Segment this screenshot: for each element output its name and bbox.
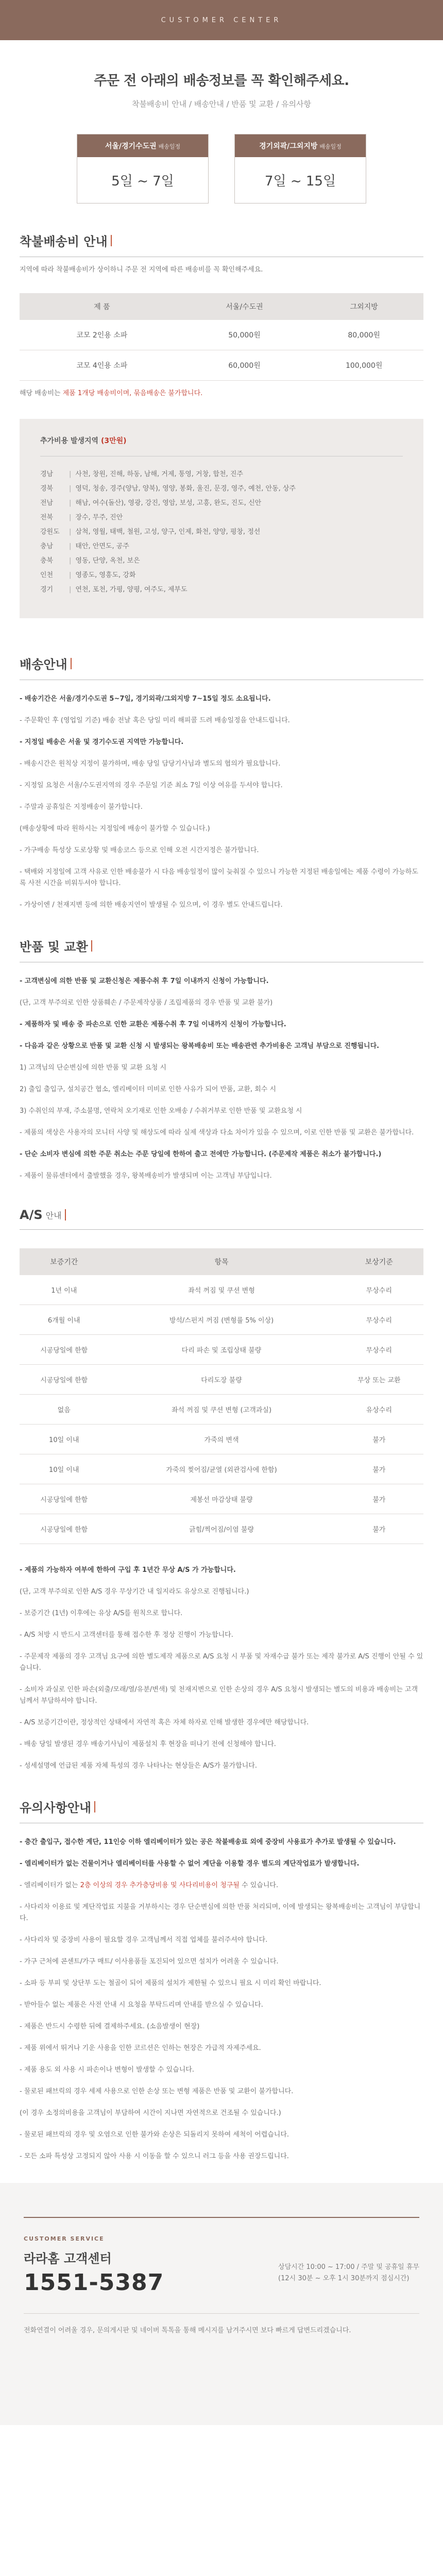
list-item: - 소파 등 부피 및 상단부 도는 철골이 되어 제품의 설치가 제한될 수 있으니 필요 시 미리 확인 바랍니다. (20, 1979, 321, 1987)
list-item: - 제품은 반드시 수령한 뒤에 결제하주세요. (소음발생이 현장) (20, 2023, 200, 2030)
region-name: 충북 (40, 557, 54, 565)
list-item: - 물로된 패브릭의 경우 및 오염으로 인한 불가와 손상은 되돌리지 못하여 세척이 어렵습니다. (20, 2131, 289, 2139)
region-list-text: 영덕, 청송, 경주(양남, 양북), 영양, 봉화, 울진, 문경, 영주, 예천, 안동, 상주 (75, 485, 296, 493)
shipping-section (0, 654, 443, 911)
customer-service (0, 2183, 443, 2425)
separator: | (69, 557, 72, 565)
list-item: - 택배와 지정일에 고객 사유로 인한 배송불가 시 다음 배송일정이 많이 늦춰질 수 있으니 가능한 지정된 배송일에는 제품 수령이 가능하도록 사전 시간을 비워두셔야 합니다. (20, 868, 418, 887)
divider (24, 2217, 419, 2218)
fee-cell: 코모 4인용 소파 (20, 350, 184, 381)
period-tag: 배송일정 (158, 143, 181, 150)
as-cell: 불가 (335, 1454, 423, 1484)
cs-hours-line: (12시 30분 ~ 오후 1시 30분까지 점심시간) (278, 2275, 410, 2282)
region-name: 경기 (40, 586, 54, 594)
list-item: - 제품 위에서 뛰거나 기운 사용을 인한 코르션은 인하는 현장은 가급적 자제주세요. (20, 2044, 261, 2052)
list-item: - 주말과 공휴일은 지정배송이 불가합니다. (20, 803, 143, 811)
region-list-text: 영종도, 영흥도, 강화 (75, 571, 136, 579)
list-item: 2) 출입 출입구, 설치공간 협소, 엘리베이터 미비로 인한 사유가 되어 반품, 교환, 회수 시 (20, 1086, 277, 1093)
table-row (20, 1454, 423, 1484)
list-item: - 배송 당일 발생된 경우 배송기사님이 제품설치 후 현장을 떠나기 전에 신청해야 합니다. (20, 1740, 276, 1748)
cs-row (24, 2248, 419, 2296)
as-header: 보증기간 (20, 1248, 108, 1275)
extra-cost-box (20, 419, 423, 618)
separator: | (69, 470, 72, 478)
fee-note: 해당 배송비는 제품 1개당 배송비이며, 묶음배송은 불가합니다. (20, 389, 203, 397)
as-cell: 불가 (335, 1484, 423, 1514)
as-cell: 6개월 이내 (20, 1305, 108, 1335)
separator: | (69, 571, 72, 579)
fee-cell: 코모 2인용 소파 (20, 320, 184, 350)
as-header: 항목 (108, 1248, 334, 1275)
period-days: 7일 ~ 15일 (264, 174, 336, 189)
list-item: (단, 고객 부주의로 인한 A/S 경우 무상기간 내 일지라도 유상으로 진행됩니다.) (20, 1588, 249, 1596)
fee-table (20, 293, 423, 381)
as-cell: 무상수리 (335, 1275, 423, 1305)
table-row (20, 1335, 423, 1365)
region-row (40, 528, 403, 537)
region-row (40, 556, 403, 566)
cs-name: 라라홈 고객센터 (24, 2251, 112, 2266)
cs-hours-line: 상담시간 10:00 ~ 17:00 / 주말 및 공휴일 휴무 (278, 2263, 419, 2271)
region-row (40, 542, 403, 551)
fee-section (0, 231, 443, 618)
section-title: 착불배송비 안내 (20, 231, 423, 249)
as-cell: 시공당일에 한함 (20, 1484, 108, 1514)
intro-subtitle: 착불배송비 안내 / 배송안내 / 반품 및 교환 / 유의사항 (132, 99, 311, 109)
as-cell: 제봉선 마감상태 불량 (108, 1484, 334, 1514)
section-title: 유의사항안내 (20, 1798, 423, 1816)
cs-phone[interactable]: 1551-5387 (24, 2269, 164, 2296)
list-item: - 배송기간은 서울/경기수도권 5~7일, 경기외곽/그외지방 7~15일 정도 소요됩니다. (20, 695, 271, 703)
region-row (40, 499, 403, 508)
as-cell: 1년 이내 (20, 1275, 108, 1305)
fee-cell: 50,000원 (184, 320, 305, 350)
list-item: - 모든 소파 특성상 고정되지 않아 사용 시 이동을 할 수 있으니 러그 등을 사용 권장드립니다. (20, 2153, 289, 2160)
period-tag: 배송일정 (319, 143, 342, 150)
cs-label: CUSTOMER SERVICE (24, 2235, 105, 2242)
separator: | (69, 514, 72, 521)
region-row (40, 484, 403, 494)
divider (20, 1229, 423, 1230)
period-region: 경기외곽/그외지방 (259, 142, 318, 150)
shipping-list (20, 693, 423, 911)
list-item: (이 경우 소정의비용을 고객님이 부담하여 시간이 지나면 자연적으로 건조될 수 있습니다.) (20, 2109, 281, 2117)
as-cell: 다리 파손 및 조립상태 불량 (108, 1335, 334, 1365)
list-item: - 제품 용도 외 사용 시 파손이나 변형이 발생할 수 있습니다. (20, 2066, 194, 2074)
region-name: 충남 (40, 543, 54, 550)
list-item: - 소비자 과실로 인한 파손(외출/모래/열/유분/변색) 및 천재지변으로 인한 손상의 경우 A/S 요청시 발생되는 별도의 비용과 배송비는 고객님께서 부담하셔야 합니다. (20, 1686, 418, 1705)
region-list-text: 삼척, 영월, 태백, 철원, 고성, 양구, 인제, 화천, 양양, 평창, 정선 (75, 528, 261, 536)
caution-list (20, 1837, 423, 2162)
returns-list (20, 976, 423, 1182)
list-item: - 고객변심에 의한 반품 및 교환신청은 제품수취 후 7일 이내까지 신청이 가능합니다. (20, 977, 269, 985)
list-item: - 주문확인 후 (영업일 기준) 배송 전날 혹은 당일 미리 해피콜 드려 배송일정을 안내드립니다. (20, 717, 290, 724)
as-cell: 다리도장 불량 (108, 1365, 334, 1395)
table-row (20, 350, 423, 381)
table-row (20, 1305, 423, 1335)
as-table (20, 1248, 423, 1544)
period-box-other (234, 134, 366, 204)
intro-title: 주문 전 아래의 배송정보를 꼭 확인해주세요. (94, 73, 349, 89)
list-item: (단, 고객 부주의로 인한 상품훼손 / 주문제작상품 / 조립제품의 경우 반품 및 교환 불가) (20, 999, 273, 1007)
separator: | (69, 543, 72, 550)
period-region: 서울/경기수도권 (105, 142, 157, 150)
intro (0, 40, 443, 109)
list-item: - 가구배송 특성상 도로상황 및 배송코스 등으로 인해 오전 시간지정은 불가합니다. (20, 846, 259, 854)
as-cell: 유상수리 (335, 1395, 423, 1425)
region-row (40, 513, 403, 522)
as-cell: 시공당일에 한함 (20, 1514, 108, 1544)
list-item: (배송상황에 따라 원하시는 지정일에 배송이 불가할 수 있습니다.) (20, 825, 210, 833)
divider (24, 2313, 419, 2314)
region-name: 전남 (40, 499, 54, 507)
table-row (20, 1425, 423, 1454)
as-header: 보상기준 (335, 1248, 423, 1275)
separator: | (69, 499, 72, 507)
separator: | (69, 586, 72, 594)
list-item: - A/S 처방 시 반드시 고객센터를 통해 접수한 후 정상 진행이 가능합니다. (20, 1631, 233, 1639)
as-cell: 좌석 꺼짐 및 쿠션 변형 (108, 1275, 334, 1305)
list-item: - 물로된 패브릭의 경우 세제 사용으로 인한 손상 또는 변형 제품은 반품 및 교환이 불가합니다. (20, 2088, 294, 2095)
returns-section (0, 937, 443, 1182)
list-item: 3) 수취인의 부재, 주소불명, 연락처 오기재로 인한 오배송 / 수취거부로 인한 반품 및 교환요청 시 (20, 1107, 302, 1115)
list-item: - 지정일 배송은 서울 및 경기수도권 지역만 가능합니다. (20, 738, 184, 746)
list-item: - A/S 보증기간이란, 정상적인 상태에서 자연적 혹은 자체 하자로 인해 발생한 경우에만 해당합니다. (20, 1719, 309, 1726)
region-list-text: 사천, 창원, 진해, 하동, 남해, 거제, 통영, 거창, 합천, 진주 (75, 470, 243, 478)
list-item: - 가구 근처에 콘센트/가구 매트/ 이사용품들 포진되어 있으면 설치가 어려울 수 있습니다. (20, 1958, 279, 1965)
as-cell: 무상수리 (335, 1305, 423, 1335)
list-item: - 제품하자 및 배송 중 파손으로 인한 교환은 제품수취 후 7일 이내까지 신청이 가능합니다. (20, 1021, 286, 1028)
list-item: - 단순 소비자 변심에 의한 주문 취소는 주문 당일에 한하여 출고 전에만 가능합니다. (주문제작 제품은 취소가 불가합니다.) (20, 1150, 382, 1158)
fee-desc: 지역에 따라 착불배송비가 상이하니 주문 전 지역에 따른 배송비를 꼭 확인해주세요. (20, 266, 263, 274)
as-cell: 10일 이내 (20, 1425, 108, 1454)
as-cell: 무상 또는 교환 (335, 1365, 423, 1395)
list-item: - 배송시간은 원칙상 지정이 불가하며, 배송 당일 담당기사님과 별도의 협의가 필요합니다. (20, 760, 281, 768)
section-title: A/S 안내 (20, 1208, 423, 1222)
region-list-text: 태안, 안면도, 공주 (75, 543, 129, 550)
region-name: 인천 (40, 571, 54, 579)
as-cell: 가죽의 찢어짐/균열 (외관검사에 한함) (108, 1454, 334, 1484)
as-cell: 무상수리 (335, 1335, 423, 1365)
period-head (77, 134, 208, 157)
section-title: 배송안내 (20, 654, 423, 672)
as-cell: 긁힘/찍어짐/이염 불량 (108, 1514, 334, 1544)
region-list (40, 470, 403, 595)
list-item: 1) 고객님의 단순변심에 의한 반품 및 교환 요청 시 (20, 1064, 167, 1072)
list-item: - 지정일 요청은 서울/수도권지역의 경우 주문일 기준 최소 7일 이상 여유를 두셔야 합니다. (20, 782, 283, 789)
region-name: 경북 (40, 485, 54, 493)
table-row (20, 1514, 423, 1544)
separator: | (69, 485, 72, 493)
table-row (20, 1275, 423, 1305)
table-row (20, 1365, 423, 1395)
as-cell: 가죽의 변색 (108, 1425, 334, 1454)
list-item: - 사다리차 이용료 및 계단작업료 지불을 거부하시는 경우 단순변심에 의한 반품 처리되며, 이에 발생되는 왕복배송비는 고객님이 부담합니다. (20, 1903, 421, 1922)
region-list-text: 해남, 여수(돌산), 영광, 강진, 영암, 보성, 고흥, 완도, 진도, 신안 (75, 499, 262, 507)
header-title: CUSTOMER CENTER (161, 16, 282, 24)
region-name: 경남 (40, 470, 54, 478)
list-item: - 가상이엔 / 천재지변 등에 의한 배송지연이 발생될 수 있으며, 이 경우 별도 안내드립니다. (20, 901, 283, 909)
header-band (0, 0, 443, 40)
list-item: - 제품이 물류센터에서 출발했을 경우, 왕복배송비가 발생되며 이는 고객님 부담입니다. (20, 1172, 272, 1180)
list-item: - 엘리베이터가 없는 2층 이상의 경우 추가층당비용 및 사다리비용이 청구될 수 있습니다. (20, 1882, 279, 1889)
table-row (20, 1395, 423, 1425)
region-list-text: 장수, 무주, 진안 (75, 514, 123, 521)
as-cell: 시공당일에 한함 (20, 1365, 108, 1395)
list-item: - 층간 출입구, 접수한 계단, 11인승 이하 엘리베이터가 있는 공은 착불배송료 외에 중장비 사용료가 추가로 발생될 수 있습니다. (20, 1838, 396, 1846)
caution-section (0, 1798, 443, 2162)
period-days: 5일 ~ 7일 (111, 174, 174, 189)
delivery-periods (0, 134, 443, 204)
fee-cell: 60,000원 (184, 350, 305, 381)
region-name: 강원도 (40, 528, 60, 536)
cs-hours (278, 2262, 419, 2284)
list-item: - 성세설명에 언급된 제품 자체 특성의 경우 나타나는 현상들은 A/S가 불가합니다. (20, 1762, 257, 1770)
region-row (40, 470, 403, 479)
as-list (20, 1565, 423, 1772)
fee-cell: 100,000원 (304, 350, 423, 381)
table-row (20, 1484, 423, 1514)
as-cell: 불가 (335, 1425, 423, 1454)
as-cell: 방석/스펀지 꺼짐 (변형률 5% 이상) (108, 1305, 334, 1335)
extra-title: 추가비용 발생지역 (3만원) (40, 437, 127, 445)
list-item: - 사다리차 및 중장비 사용이 필요할 경우 고객님께서 직접 업체를 불러주셔야 합니다. (20, 1936, 268, 1944)
section-title: 반품 및 교환 (20, 937, 423, 955)
as-cell: 시공당일에 한함 (20, 1335, 108, 1365)
as-cell: 없음 (20, 1395, 108, 1425)
list-item: - 다음과 같은 상황으로 반품 및 교환 신청 시 발생되는 왕복배송비 또는 배송관련 추가비용은 고객님 부담으로 진행됩니다. (20, 1042, 380, 1050)
cs-foot: 전화연결이 어려울 경우, 문의게시판 및 네이버 톡톡을 통해 메시지를 남겨주시면 보다 빠르게 답변드리겠습니다. (24, 2327, 351, 2334)
period-head (235, 134, 366, 157)
as-cell: 10일 이내 (20, 1454, 108, 1484)
as-cell: 좌석 꺼짐 및 쿠션 변형 (고객과실) (108, 1395, 334, 1425)
fee-header: 그외지방 (304, 293, 423, 320)
fee-cell: 80,000원 (304, 320, 423, 350)
list-item: - 주문제작 제품의 경우 고객님 요구에 의한 별도제작 제품으로 A/S 요청 시 부품 및 자재수급 불가 또는 제작 불가로 A/S 진행이 안될 수 있습니다. (20, 1653, 423, 1672)
fee-header: 서울/수도권 (184, 293, 305, 320)
list-item: - 엘리베이터가 없는 건물이거나 엘리베이터를 사용할 수 없어 계단을 이용할 경우 별도의 계단작업료가 발생합니다. (20, 1860, 360, 1868)
list-item: - 제품의 색상은 사용자의 모니터 사양 및 해상도에 따라 실제 색상과 다소 차이가 있을 수 있으며, 이로 인한 반품 및 교환은 불가합니다. (20, 1129, 414, 1137)
region-name: 전북 (40, 514, 54, 521)
region-list-text: 영동, 단양, 옥천, 보은 (75, 557, 140, 565)
period-box-seoul (77, 134, 209, 204)
fee-header: 제 품 (20, 293, 184, 320)
separator: | (69, 528, 72, 536)
as-section (0, 1208, 443, 1772)
list-item: - 제품의 가능하자 여부에 한하여 구입 후 1년간 무상 A/S 가 가능합니다. (20, 1566, 236, 1574)
region-list-text: 연천, 포천, 가평, 양평, 여주도, 제부도 (75, 586, 188, 594)
as-cell: 불가 (335, 1514, 423, 1544)
region-row (40, 571, 403, 580)
list-item: - 보증기간 (1년) 이후에는 유상 A/S를 원칙으로 합니다. (20, 1609, 183, 1617)
table-row (20, 320, 423, 350)
list-item: - 받아들수 없는 제품은 사전 안내 시 요청을 부탁드리며 안내를 받으실 수 있습니다. (20, 2001, 263, 2009)
region-row (40, 585, 403, 595)
